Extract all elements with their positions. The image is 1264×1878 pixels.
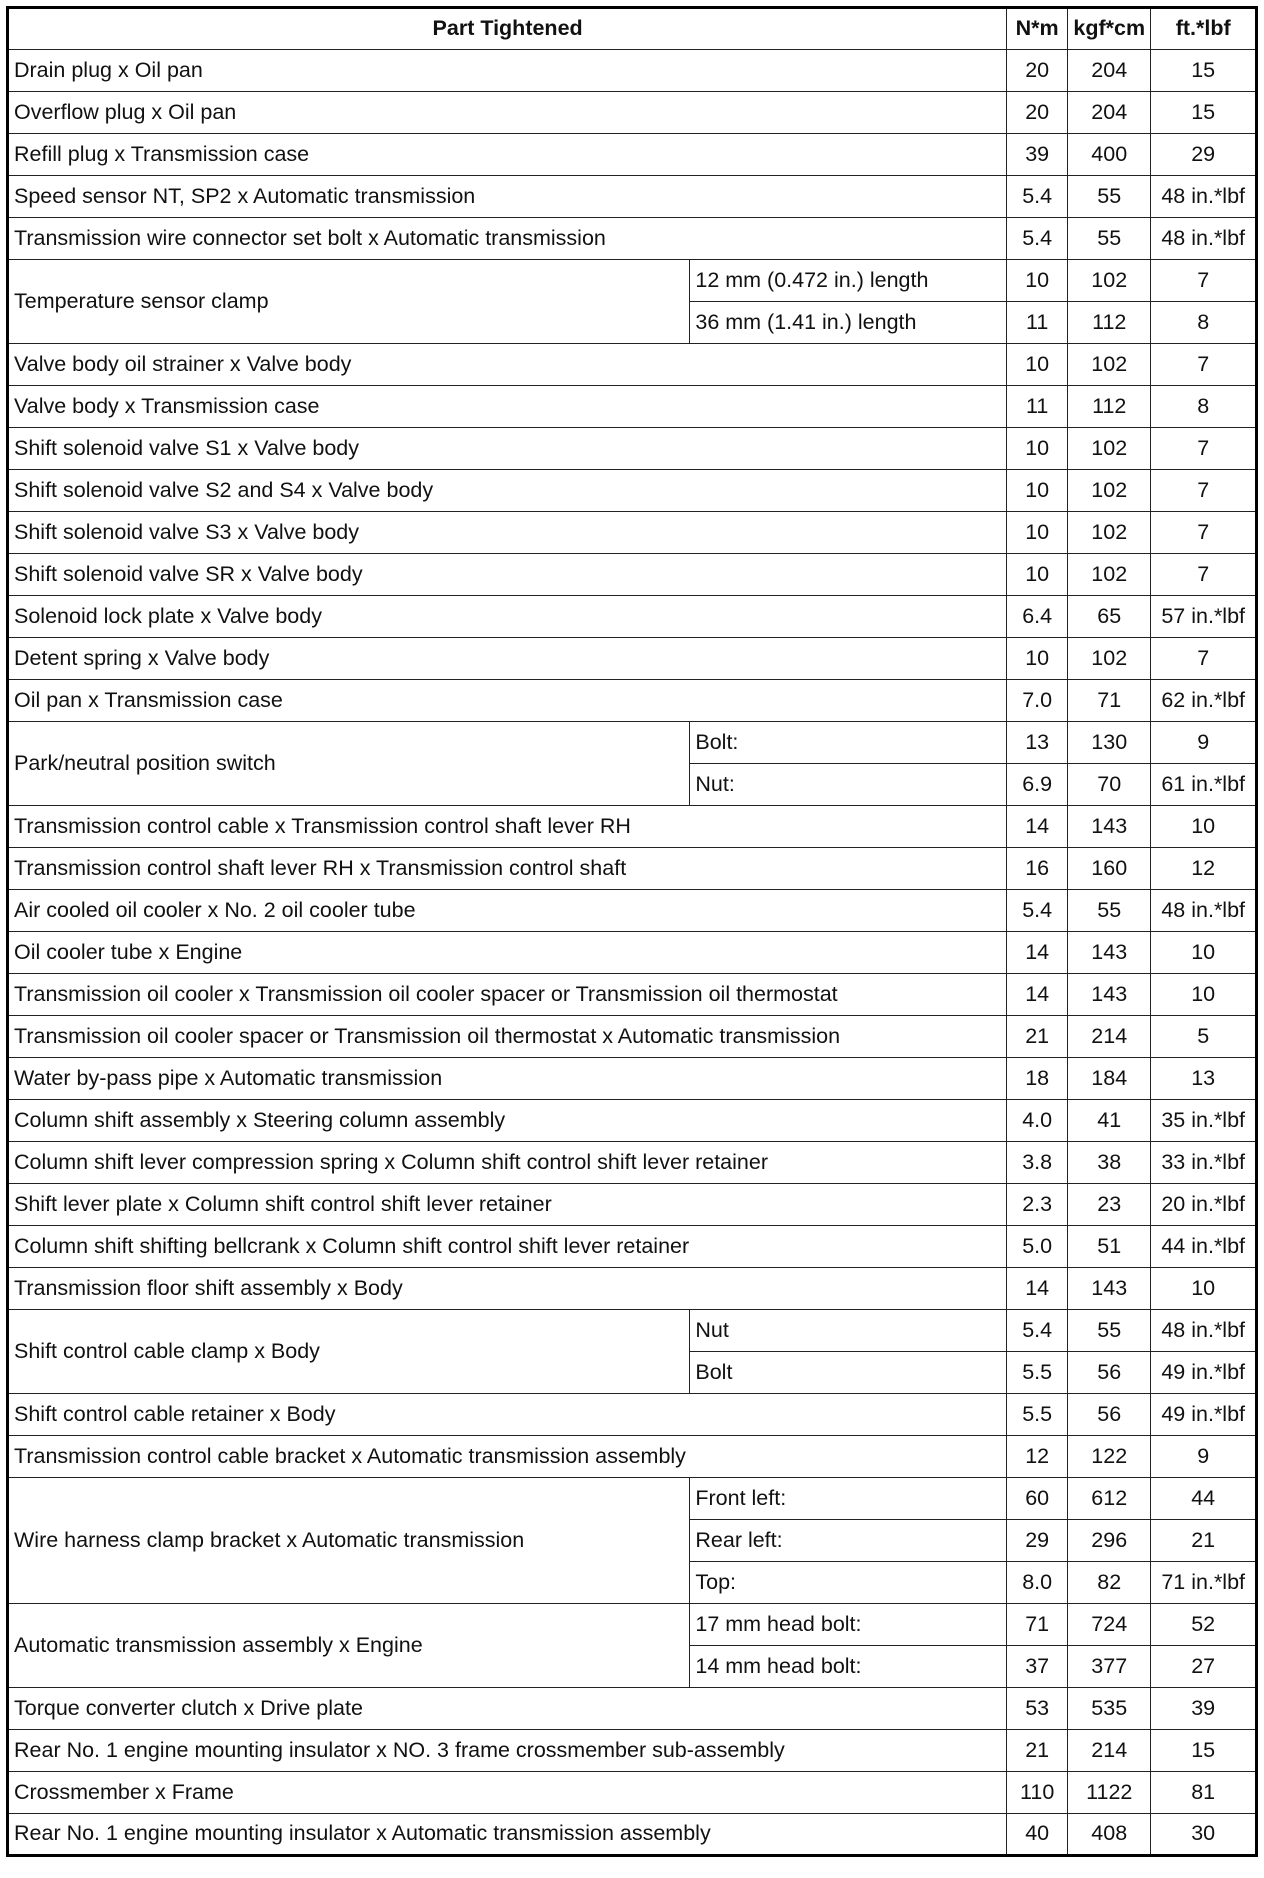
sub-condition-cell: Bolt: (690, 722, 1007, 764)
torque-ft-lbf-cell: 49 in.*lbf (1151, 1394, 1257, 1436)
sub-condition-cell: Nut (690, 1310, 1007, 1352)
torque-kgf-cm-cell: 102 (1068, 554, 1151, 596)
part-name-cell: Rear No. 1 engine mounting insulator x NO. 3 frame crossmember sub-assembly (8, 1730, 1007, 1772)
torque-ft-lbf-cell: 7 (1151, 512, 1257, 554)
torque-kgf-cm-cell: 38 (1068, 1142, 1151, 1184)
table-row (8, 1142, 1257, 1184)
torque-kgf-cm-cell: 102 (1068, 470, 1151, 512)
torque-kgf-cm-cell: 102 (1068, 512, 1151, 554)
table-row (8, 1394, 1257, 1436)
torque-ft-lbf-cell: 39 (1151, 1688, 1257, 1730)
torque-ft-lbf-cell: 48 in.*lbf (1151, 218, 1257, 260)
table-row (8, 974, 1257, 1016)
torque-nm-cell: 20 (1007, 92, 1068, 134)
torque-nm-cell: 71 (1007, 1604, 1068, 1646)
table-row (8, 890, 1257, 932)
table-body (8, 50, 1257, 1856)
torque-nm-cell: 10 (1007, 344, 1068, 386)
torque-ft-lbf-cell: 7 (1151, 470, 1257, 512)
torque-kgf-cm-cell: 102 (1068, 344, 1151, 386)
torque-nm-cell: 8.0 (1007, 1562, 1068, 1604)
table-row (8, 1226, 1257, 1268)
torque-kgf-cm-cell: 71 (1068, 680, 1151, 722)
part-name-cell: Water by-pass pipe x Automatic transmission (8, 1058, 1007, 1100)
table-row (8, 932, 1257, 974)
table-row (8, 1268, 1257, 1310)
torque-kgf-cm-cell: 377 (1068, 1646, 1151, 1688)
sub-condition-cell: 14 mm head bolt: (690, 1646, 1007, 1688)
torque-nm-cell: 11 (1007, 302, 1068, 344)
part-name-cell: Shift control cable retainer x Body (8, 1394, 1007, 1436)
part-name-cell: Transmission control shaft lever RH x Transmission control shaft (8, 848, 1007, 890)
torque-kgf-cm-cell: 122 (1068, 1436, 1151, 1478)
part-name-cell: Temperature sensor clamp (8, 260, 690, 344)
torque-nm-cell: 2.3 (1007, 1184, 1068, 1226)
table-row (8, 596, 1257, 638)
torque-ft-lbf-cell: 15 (1151, 50, 1257, 92)
torque-ft-lbf-cell: 12 (1151, 848, 1257, 890)
torque-ft-lbf-cell: 44 in.*lbf (1151, 1226, 1257, 1268)
torque-ft-lbf-cell: 29 (1151, 134, 1257, 176)
torque-ft-lbf-cell: 81 (1151, 1772, 1257, 1814)
torque-ft-lbf-cell: 9 (1151, 1436, 1257, 1478)
torque-kgf-cm-cell: 102 (1068, 260, 1151, 302)
table-row (8, 176, 1257, 218)
torque-ft-lbf-cell: 20 in.*lbf (1151, 1184, 1257, 1226)
part-name-cell: Rear No. 1 engine mounting insulator x Automatic transmission assembly (8, 1814, 1007, 1856)
torque-kgf-cm-cell: 143 (1068, 974, 1151, 1016)
table-row (8, 1772, 1257, 1814)
torque-ft-lbf-cell: 49 in.*lbf (1151, 1352, 1257, 1394)
table-row (8, 386, 1257, 428)
part-name-cell: Shift solenoid valve SR x Valve body (8, 554, 1007, 596)
torque-nm-cell: 16 (1007, 848, 1068, 890)
torque-nm-cell: 6.4 (1007, 596, 1068, 638)
table-row (8, 92, 1257, 134)
table-row (8, 554, 1257, 596)
table-row (8, 638, 1257, 680)
part-name-cell: Column shift lever compression spring x Column shift control shift lever retainer (8, 1142, 1007, 1184)
torque-nm-cell: 4.0 (1007, 1100, 1068, 1142)
torque-ft-lbf-cell: 10 (1151, 932, 1257, 974)
table-row (8, 1730, 1257, 1772)
torque-kgf-cm-cell: 56 (1068, 1394, 1151, 1436)
torque-kgf-cm-cell: 184 (1068, 1058, 1151, 1100)
torque-nm-cell: 5.5 (1007, 1352, 1068, 1394)
table-row (8, 1016, 1257, 1058)
part-name-cell: Column shift assembly x Steering column assembly (8, 1100, 1007, 1142)
torque-kgf-cm-cell: 55 (1068, 1310, 1151, 1352)
table-row (8, 1184, 1257, 1226)
torque-ft-lbf-cell: 48 in.*lbf (1151, 176, 1257, 218)
torque-nm-cell: 14 (1007, 806, 1068, 848)
table-row (8, 470, 1257, 512)
torque-kgf-cm-cell: 204 (1068, 50, 1151, 92)
torque-ft-lbf-cell: 7 (1151, 344, 1257, 386)
sub-condition-cell: 12 mm (0.472 in.) length (690, 260, 1007, 302)
torque-nm-cell: 11 (1007, 386, 1068, 428)
part-name-cell: Transmission control cable bracket x Automatic transmission assembly (8, 1436, 1007, 1478)
torque-nm-cell: 21 (1007, 1016, 1068, 1058)
torque-kgf-cm-cell: 160 (1068, 848, 1151, 890)
part-name-cell: Automatic transmission assembly x Engine (8, 1604, 690, 1688)
part-name-cell: Park/neutral position switch (8, 722, 690, 806)
part-name-cell: Valve body oil strainer x Valve body (8, 344, 1007, 386)
torque-kgf-cm-cell: 82 (1068, 1562, 1151, 1604)
torque-ft-lbf-cell: 5 (1151, 1016, 1257, 1058)
torque-kgf-cm-cell: 204 (1068, 92, 1151, 134)
sub-condition-cell: Rear left: (690, 1520, 1007, 1562)
torque-kgf-cm-cell: 102 (1068, 638, 1151, 680)
torque-nm-cell: 10 (1007, 554, 1068, 596)
torque-ft-lbf-cell: 10 (1151, 1268, 1257, 1310)
torque-nm-cell: 10 (1007, 470, 1068, 512)
part-name-cell: Column shift shifting bellcrank x Column shift control shift lever retainer (8, 1226, 1007, 1268)
torque-nm-cell: 60 (1007, 1478, 1068, 1520)
part-name-cell: Shift solenoid valve S3 x Valve body (8, 512, 1007, 554)
torque-kgf-cm-cell: 56 (1068, 1352, 1151, 1394)
table-row (8, 1058, 1257, 1100)
torque-ft-lbf-cell: 71 in.*lbf (1151, 1562, 1257, 1604)
torque-nm-cell: 10 (1007, 260, 1068, 302)
part-name-cell: Air cooled oil cooler x No. 2 oil cooler tube (8, 890, 1007, 932)
torque-ft-lbf-cell: 61 in.*lbf (1151, 764, 1257, 806)
torque-kgf-cm-cell: 612 (1068, 1478, 1151, 1520)
part-name-cell: Wire harness clamp bracket x Automatic transmission (8, 1478, 690, 1604)
part-name-cell: Transmission oil cooler x Transmission oil cooler spacer or Transmission oil thermostat (8, 974, 1007, 1016)
torque-nm-cell: 6.9 (1007, 764, 1068, 806)
torque-ft-lbf-cell: 30 (1151, 1814, 1257, 1856)
torque-nm-cell: 40 (1007, 1814, 1068, 1856)
table-row (8, 512, 1257, 554)
torque-ft-lbf-cell: 57 in.*lbf (1151, 596, 1257, 638)
torque-nm-cell: 5.5 (1007, 1394, 1068, 1436)
torque-ft-lbf-cell: 62 in.*lbf (1151, 680, 1257, 722)
torque-ft-lbf-cell: 15 (1151, 1730, 1257, 1772)
torque-kgf-cm-cell: 102 (1068, 428, 1151, 470)
torque-ft-lbf-cell: 7 (1151, 260, 1257, 302)
torque-kgf-cm-cell: 51 (1068, 1226, 1151, 1268)
torque-nm-cell: 5.4 (1007, 176, 1068, 218)
table-row (8, 1436, 1257, 1478)
torque-kgf-cm-cell: 143 (1068, 1268, 1151, 1310)
torque-ft-lbf-cell: 21 (1151, 1520, 1257, 1562)
table-row (8, 722, 1257, 764)
torque-nm-cell: 39 (1007, 134, 1068, 176)
torque-nm-cell: 14 (1007, 1268, 1068, 1310)
part-name-cell: Transmission oil cooler spacer or Transmission oil thermostat x Automatic transmission (8, 1016, 1007, 1058)
torque-ft-lbf-cell: 35 in.*lbf (1151, 1100, 1257, 1142)
part-name-cell: Refill plug x Transmission case (8, 134, 1007, 176)
torque-ft-lbf-cell: 7 (1151, 428, 1257, 470)
table-row (8, 344, 1257, 386)
torque-nm-cell: 7.0 (1007, 680, 1068, 722)
table-row (8, 680, 1257, 722)
torque-kgf-cm-cell: 214 (1068, 1016, 1151, 1058)
part-name-cell: Shift solenoid valve S1 x Valve body (8, 428, 1007, 470)
torque-ft-lbf-cell: 27 (1151, 1646, 1257, 1688)
torque-kgf-cm-cell: 112 (1068, 302, 1151, 344)
torque-kgf-cm-cell: 130 (1068, 722, 1151, 764)
torque-specification-table (6, 6, 1258, 1857)
torque-ft-lbf-cell: 10 (1151, 806, 1257, 848)
table-row (8, 848, 1257, 890)
torque-nm-cell: 53 (1007, 1688, 1068, 1730)
part-name-cell: Overflow plug x Oil pan (8, 92, 1007, 134)
torque-kgf-cm-cell: 23 (1068, 1184, 1151, 1226)
torque-ft-lbf-cell: 48 in.*lbf (1151, 890, 1257, 932)
sub-condition-cell: Front left: (690, 1478, 1007, 1520)
table-row (8, 1604, 1257, 1646)
part-name-cell: Valve body x Transmission case (8, 386, 1007, 428)
part-name-cell: Oil pan x Transmission case (8, 680, 1007, 722)
torque-ft-lbf-cell: 52 (1151, 1604, 1257, 1646)
part-name-cell: Detent spring x Valve body (8, 638, 1007, 680)
table-row (8, 428, 1257, 470)
torque-ft-lbf-cell: 10 (1151, 974, 1257, 1016)
torque-nm-cell: 12 (1007, 1436, 1068, 1478)
torque-kgf-cm-cell: 143 (1068, 932, 1151, 974)
torque-ft-lbf-cell: 48 in.*lbf (1151, 1310, 1257, 1352)
torque-ft-lbf-cell: 44 (1151, 1478, 1257, 1520)
torque-nm-cell: 14 (1007, 974, 1068, 1016)
torque-ft-lbf-cell: 8 (1151, 302, 1257, 344)
torque-kgf-cm-cell: 724 (1068, 1604, 1151, 1646)
torque-nm-cell: 110 (1007, 1772, 1068, 1814)
table-row (8, 1310, 1257, 1352)
part-name-cell: Transmission wire connector set bolt x Automatic transmission (8, 218, 1007, 260)
table-row (8, 1688, 1257, 1730)
table-row (8, 260, 1257, 302)
header-newton-meter: N*m (1007, 8, 1068, 50)
torque-nm-cell: 29 (1007, 1520, 1068, 1562)
part-name-cell: Oil cooler tube x Engine (8, 932, 1007, 974)
torque-nm-cell: 5.4 (1007, 890, 1068, 932)
table-row (8, 218, 1257, 260)
torque-nm-cell: 21 (1007, 1730, 1068, 1772)
sub-condition-cell: 17 mm head bolt: (690, 1604, 1007, 1646)
torque-ft-lbf-cell: 7 (1151, 554, 1257, 596)
part-name-cell: Shift control cable clamp x Body (8, 1310, 690, 1394)
part-name-cell: Shift lever plate x Column shift control shift lever retainer (8, 1184, 1007, 1226)
header-row (8, 8, 1257, 50)
torque-nm-cell: 5.4 (1007, 218, 1068, 260)
part-name-cell: Speed sensor NT, SP2 x Automatic transmission (8, 176, 1007, 218)
torque-kgf-cm-cell: 400 (1068, 134, 1151, 176)
torque-kgf-cm-cell: 143 (1068, 806, 1151, 848)
torque-nm-cell: 10 (1007, 428, 1068, 470)
table-row (8, 134, 1257, 176)
torque-ft-lbf-cell: 15 (1151, 92, 1257, 134)
table-row (8, 1814, 1257, 1856)
torque-kgf-cm-cell: 55 (1068, 890, 1151, 932)
torque-nm-cell: 3.8 (1007, 1142, 1068, 1184)
header-part-tightened: Part Tightened (8, 8, 1007, 50)
table-row (8, 50, 1257, 92)
torque-nm-cell: 14 (1007, 932, 1068, 974)
part-name-cell: Torque converter clutch x Drive plate (8, 1688, 1007, 1730)
torque-nm-cell: 37 (1007, 1646, 1068, 1688)
part-name-cell: Transmission control cable x Transmission control shaft lever RH (8, 806, 1007, 848)
torque-kgf-cm-cell: 55 (1068, 176, 1151, 218)
part-name-cell: Transmission floor shift assembly x Body (8, 1268, 1007, 1310)
part-name-cell: Drain plug x Oil pan (8, 50, 1007, 92)
table-row (8, 806, 1257, 848)
torque-nm-cell: 10 (1007, 638, 1068, 680)
torque-nm-cell: 5.4 (1007, 1310, 1068, 1352)
sub-condition-cell: 36 mm (1.41 in.) length (690, 302, 1007, 344)
torque-nm-cell: 13 (1007, 722, 1068, 764)
torque-ft-lbf-cell: 7 (1151, 638, 1257, 680)
header-kgf-cm: kgf*cm (1068, 8, 1151, 50)
torque-nm-cell: 5.0 (1007, 1226, 1068, 1268)
sub-condition-cell: Top: (690, 1562, 1007, 1604)
table-row (8, 1100, 1257, 1142)
part-name-cell: Crossmember x Frame (8, 1772, 1007, 1814)
torque-kgf-cm-cell: 408 (1068, 1814, 1151, 1856)
torque-kgf-cm-cell: 296 (1068, 1520, 1151, 1562)
torque-kgf-cm-cell: 65 (1068, 596, 1151, 638)
torque-kgf-cm-cell: 55 (1068, 218, 1151, 260)
torque-kgf-cm-cell: 70 (1068, 764, 1151, 806)
header-ft-lbf: ft.*lbf (1151, 8, 1257, 50)
torque-nm-cell: 18 (1007, 1058, 1068, 1100)
table-row (8, 1478, 1257, 1520)
torque-ft-lbf-cell: 13 (1151, 1058, 1257, 1100)
torque-kgf-cm-cell: 214 (1068, 1730, 1151, 1772)
torque-kgf-cm-cell: 112 (1068, 386, 1151, 428)
torque-ft-lbf-cell: 8 (1151, 386, 1257, 428)
torque-kgf-cm-cell: 535 (1068, 1688, 1151, 1730)
torque-kgf-cm-cell: 1122 (1068, 1772, 1151, 1814)
torque-nm-cell: 10 (1007, 512, 1068, 554)
sub-condition-cell: Nut: (690, 764, 1007, 806)
torque-kgf-cm-cell: 41 (1068, 1100, 1151, 1142)
torque-nm-cell: 20 (1007, 50, 1068, 92)
torque-ft-lbf-cell: 33 in.*lbf (1151, 1142, 1257, 1184)
part-name-cell: Shift solenoid valve S2 and S4 x Valve body (8, 470, 1007, 512)
part-name-cell: Solenoid lock plate x Valve body (8, 596, 1007, 638)
sub-condition-cell: Bolt (690, 1352, 1007, 1394)
torque-ft-lbf-cell: 9 (1151, 722, 1257, 764)
